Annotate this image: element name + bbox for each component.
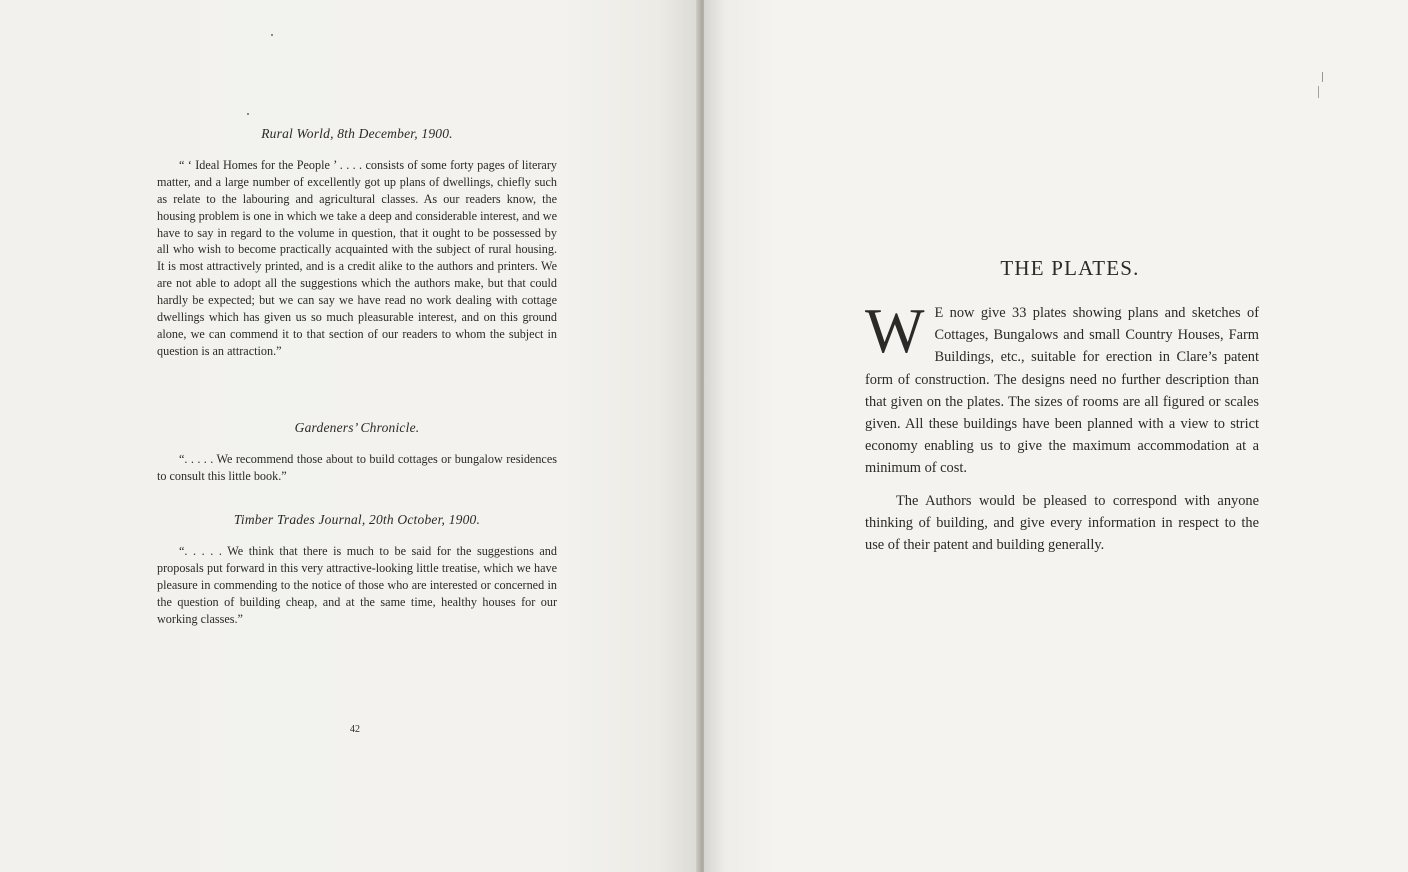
paper-speck xyxy=(247,113,249,115)
paper-speck xyxy=(1322,72,1323,82)
plates-text xyxy=(865,296,1259,556)
page-number: 42 xyxy=(350,724,360,735)
review-heading: Timber Trades Journal, 20th October, 1900. xyxy=(233,512,481,527)
contact-paragraph: The Authors would be pleased to correspond with anyone thinking of building, and give every information in respect to the use of their patent and building generally. xyxy=(865,492,1259,554)
drop-cap: W xyxy=(865,296,925,366)
review-rural-world xyxy=(157,126,557,360)
review-body: “ ‘ Ideal Homes for the People ’ . . . . consists of some forty pages of literary matter, and a large number of excellently got up plans of dwellings, chiefly such as relate to the labouring and agricultural classes. As our readers know, the housing problem is one in which we take a deep and considerable interest, and we have to say in regard to the volume in question, that it ought to be possessed by all who wish to become practically acquainted with the subject of rural housing. It is most attractively printed, and is a credit alike to the authors and printers. We are not able to adopt all the suggestions which the authors make, but that could hardly be expected; but we can say we have read no work dealing with cottage dwellings which has given us so much pleasurable interest, and on this ground alone, we can commend it to that section of our readers to whom the subject in question is an attraction.” xyxy=(157,157,557,358)
review-body: “. . . . . We recommend those about to build cottages or bungalow residences to consult this little book.” xyxy=(157,451,557,483)
review-gardeners-chronicle xyxy=(157,420,557,485)
review-body: “. . . . . We think that there is much to be said for the suggestions and proposals put forward in this very attractive-looking little treatise, which we have pleasure in commending to the notice of those who are interested or concerned in the question of building cheap, and at the same time, healthy houses for our working classes.” xyxy=(157,543,557,626)
review-timber-trades-journal xyxy=(157,512,557,627)
paper-speck xyxy=(271,34,273,36)
intro-paragraph xyxy=(865,296,1259,480)
section-title: THE PLATES. xyxy=(1000,256,1140,280)
review-heading: Rural World, 8th December, 1900. xyxy=(261,126,453,141)
left-page xyxy=(0,0,700,872)
paper-speck xyxy=(1318,86,1319,98)
intro-paragraph-text: E now give 33 plates showing plans and sketches of Cottages, Bungalows and small Country Houses, Farm Buildings, etc., suitable for erection in Clare’s patent form of construction. The designs need no further description than that given on the plates. The sizes of rooms are all figured or scales given. All these buildings have been planned with a view to strict economy enabling us to give the maximum accommodation at a minimum of cost. xyxy=(865,305,1259,477)
review-heading: Gardeners’ Chronicle. xyxy=(294,420,420,435)
